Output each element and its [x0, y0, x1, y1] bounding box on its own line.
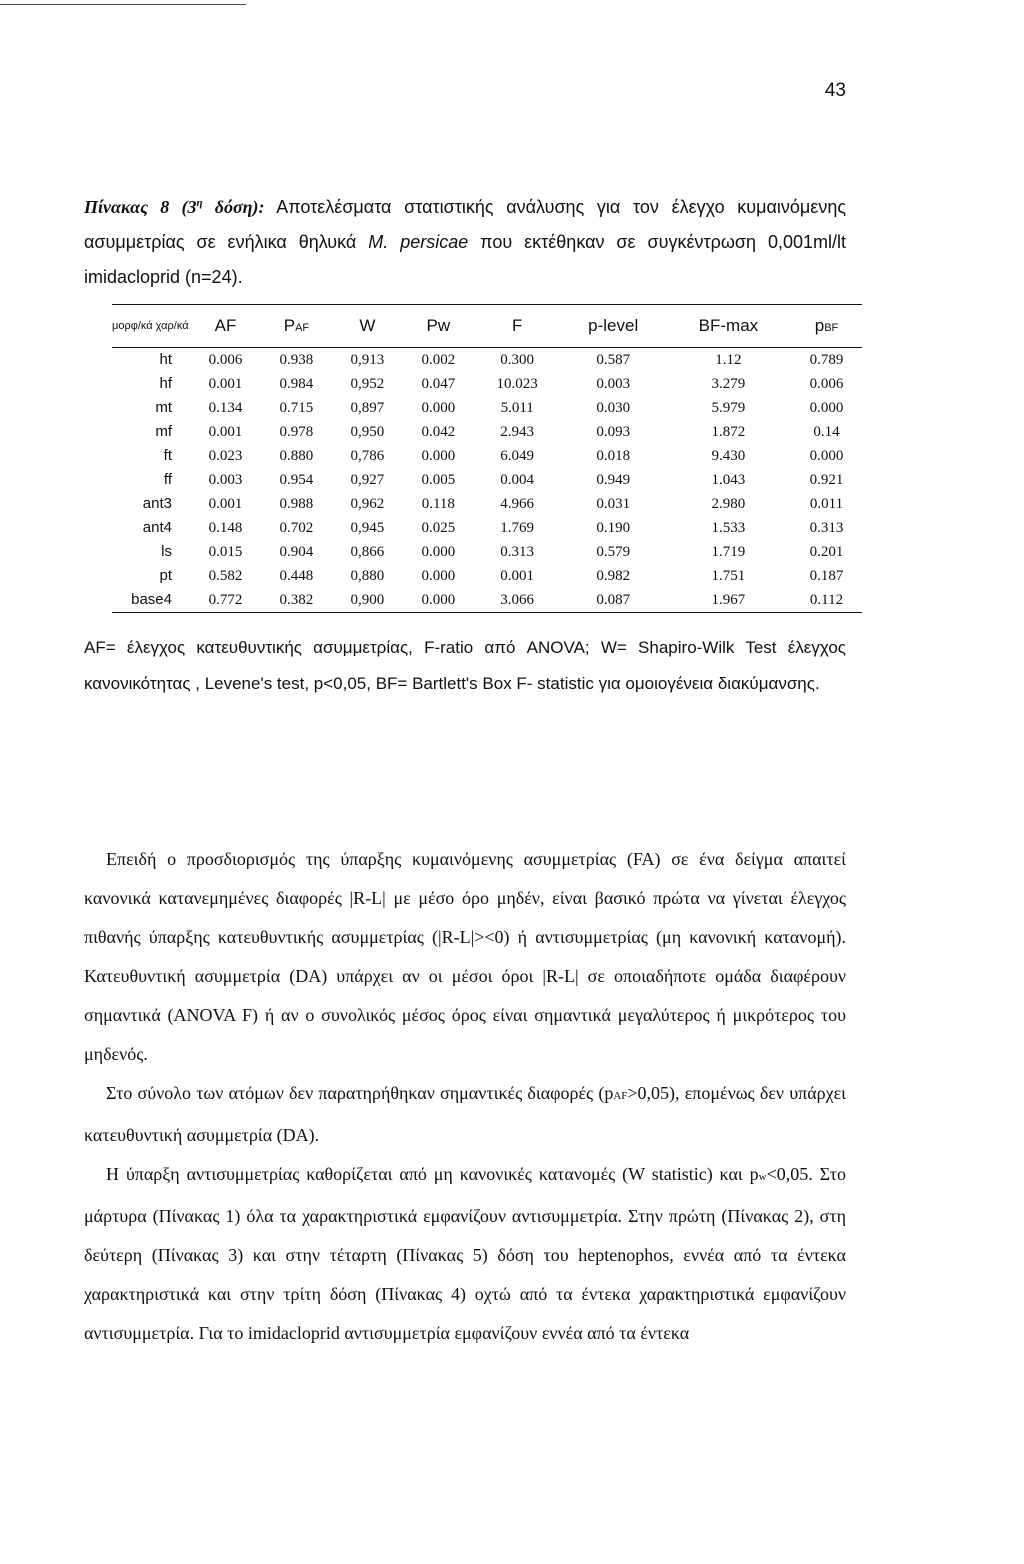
trait-cell: ht — [159, 351, 172, 368]
header-pbf: pBF — [814, 316, 839, 335]
value-cell: 1.751 — [711, 568, 746, 584]
value-cell: 0.582 — [208, 568, 243, 584]
value-cell: 0.000 — [421, 544, 456, 560]
trait-cell: mf — [155, 423, 172, 440]
table-footnote: AF= έλεγχος κατευθυντικής ασυμμετρίας, F-ratio από ANOVA; W= Shapiro-Wilk Test έλεγχος κανονικότητας , Levene's test, p<0,05, BF= Bartlett's Box F- statistic για ομοιογένεια διακύμανσης. — [84, 638, 846, 693]
value-cell: 0,950 — [350, 424, 385, 440]
trait-cell: ft — [163, 447, 172, 464]
value-cell: 0.118 — [421, 496, 455, 512]
value-cell: 0.300 — [500, 352, 535, 368]
value-cell: 0.011 — [809, 496, 844, 512]
value-cell: 1.872 — [711, 424, 746, 440]
value-cell: 0.14 — [813, 424, 840, 440]
value-cell: 0.382 — [279, 592, 314, 608]
value-cell: 0,897 — [350, 400, 385, 416]
value-cell: 0.190 — [596, 520, 631, 536]
value-cell: 0,962 — [350, 496, 385, 512]
caption-label: Πίνακας 8 ($3^\eta$ δόση): — [84, 197, 265, 217]
value-cell: 1.533 — [711, 520, 746, 536]
value-cell: 0.003 — [596, 376, 631, 392]
trait-cell: ls — [161, 543, 172, 560]
value-cell: 0.187 — [809, 568, 844, 584]
value-cell: 0.005 — [421, 472, 456, 488]
value-cell: 1.967 — [711, 592, 746, 608]
value-cell: 1.043 — [711, 472, 746, 488]
value-cell: 0.880 — [279, 448, 314, 464]
value-cell: 0.004 — [500, 472, 535, 488]
value-cell: 0,913 — [350, 352, 385, 368]
table-row — [112, 468, 862, 492]
trait-cell: mt — [155, 399, 172, 416]
value-cell: 0.030 — [596, 400, 631, 416]
trait-cell: ff — [163, 471, 172, 488]
trait-cell: ant4 — [142, 519, 172, 536]
value-cell: 10.023 — [496, 376, 538, 392]
value-cell: 0.579 — [596, 544, 631, 560]
value-cell: 0.093 — [596, 424, 631, 440]
value-cell: 0.006 — [809, 376, 844, 392]
value-cell: 0.938 — [279, 352, 314, 368]
value-cell: 0.313 — [500, 544, 535, 560]
value-cell: 0.025 — [421, 520, 456, 536]
value-cell: 0.000 — [809, 400, 844, 416]
top-rule — [0, 4, 246, 5]
table-row — [112, 540, 862, 564]
value-cell: 0.988 — [279, 496, 314, 512]
value-cell: 0.001 — [500, 568, 535, 584]
value-cell: 0.000 — [809, 448, 844, 464]
value-cell: 0.018 — [596, 448, 631, 464]
value-cell: 0.715 — [279, 400, 314, 416]
value-cell: 0.003 — [208, 472, 243, 488]
value-cell: 0.982 — [596, 568, 631, 584]
value-cell: 0.448 — [279, 568, 314, 584]
value-cell: 0.087 — [596, 592, 631, 608]
value-cell: 0,952 — [350, 376, 385, 392]
paragraph-2: Στο σύνολο των ατόμων δεν παρατηρήθηκαν σημαντικές διαφορές (pAF>0,05), επομένως δεν υπάρχει κατευθυντική ασυμμετρία (DA). — [84, 1083, 846, 1145]
header-pw: Pw — [426, 316, 451, 335]
value-cell: 0,900 — [350, 592, 385, 608]
value-cell: 0.949 — [596, 472, 631, 488]
table-caption: Πίνακας 8 ($3^\eta$ δόση): Αποτελέσματα στατιστικής ανάλυσης για τον έλεγχο κυμαινόμενης ασυμμετρίας σε ενήλικα θηλυκά M. persicae που εκτέθηκαν σε συγκέντρωση 0,001ml/lt imidacloprid (n=24). — [84, 197, 847, 287]
value-cell: 0.112 — [809, 592, 844, 608]
value-cell: 0.148 — [208, 520, 243, 536]
value-cell: 0.984 — [279, 376, 314, 392]
value-cell: 0.023 — [208, 448, 243, 464]
value-cell: 0.904 — [279, 544, 314, 560]
table-row — [112, 564, 862, 588]
value-cell: 4.966 — [500, 496, 535, 512]
value-cell: 0,880 — [350, 568, 385, 584]
trait-cell: ant3 — [142, 495, 172, 512]
value-cell: 1.769 — [500, 520, 535, 536]
value-cell: 2.943 — [500, 424, 535, 440]
body-text — [84, 840, 846, 1353]
value-cell: 0,786 — [350, 448, 385, 464]
value-cell: 2.980 — [711, 496, 746, 512]
value-cell: 0,927 — [350, 472, 385, 488]
value-cell: 0.921 — [809, 472, 844, 488]
value-cell: 0.001 — [208, 424, 243, 440]
value-cell: 0,866 — [350, 544, 385, 560]
value-cell: 0.015 — [208, 544, 243, 560]
value-cell: 3.279 — [711, 376, 746, 392]
value-cell: 0.201 — [809, 544, 844, 560]
header-plevel: p-level — [588, 316, 639, 335]
table-row — [112, 444, 862, 468]
page-number: 43 — [824, 80, 846, 101]
value-cell: 0.954 — [279, 472, 314, 488]
value-cell: 0.772 — [208, 592, 243, 608]
value-cell: 0.000 — [421, 400, 456, 416]
trait-cell: pt — [159, 567, 172, 584]
value-cell: 6.049 — [500, 448, 535, 464]
value-cell: 1.719 — [711, 544, 746, 560]
value-cell: 0.047 — [421, 376, 456, 392]
table-row — [112, 420, 862, 444]
header-bfmax: BF-max — [698, 316, 759, 335]
value-cell: 0.000 — [421, 568, 456, 584]
value-cell: 0.001 — [208, 376, 243, 392]
table-header-row — [112, 305, 862, 348]
trait-cell: hf — [159, 375, 172, 392]
header-paf: PAF — [283, 316, 310, 335]
value-cell: 1.12 — [715, 352, 742, 368]
value-cell: 0.978 — [279, 424, 314, 440]
value-cell: 0.001 — [208, 496, 243, 512]
table-row — [112, 348, 862, 373]
paragraph-3: Η ύπαρξη αντισυμμετρίας καθορίζεται από μη κανονικές κατανομές (W statistic) και pw<0,05. Στο μάρτυρα (Πίνακας 1) όλα τα χαρακτηριστικά εμφανίζουν αντισυμμετρία. Στην πρώτη (Πίνακας 2), στη δεύτερη (Πίνακας 3) και στην τέταρτη (Πίνακας 5) δόση του heptenophos, εννέα από τα έντεκα χαρακτηριστικά και στην τρίτη δόση (Πίνακας 4) οχτώ από τα έντεκα χαρακτηριστικά εμφανίζουν αντισυμμετρία. Για το imidacloprid αντισυμμετρία εμφανίζουν εννέα από τα έντεκα — [84, 1164, 846, 1343]
value-cell: 0.789 — [809, 352, 844, 368]
value-cell: 0.000 — [421, 448, 456, 464]
trait-cell: base4 — [131, 591, 172, 608]
value-cell: 0.587 — [596, 352, 631, 368]
table-row — [112, 588, 862, 613]
value-cell: 5.011 — [500, 400, 534, 416]
value-cell: 0.313 — [809, 520, 844, 536]
header-trait: μορφ/κά χαρ/κά — [112, 320, 189, 332]
value-cell: 3.066 — [500, 592, 535, 608]
value-cell: 0.702 — [279, 520, 314, 536]
value-cell: 0.006 — [208, 352, 243, 368]
statistics-table — [112, 304, 862, 613]
value-cell: 0.134 — [208, 400, 243, 416]
header-w: W — [359, 316, 376, 335]
table-row — [112, 516, 862, 540]
table-row — [112, 396, 862, 420]
value-cell: 0.000 — [421, 592, 456, 608]
header-f: F — [511, 316, 523, 335]
paragraph-1: Επειδή ο προσδιορισμός της ύπαρξης κυμαινόμενης ασυμμετρίας (FA) σε ένα δείγμα απαιτεί κανονικά κατανεμημένες διαφορές |R-L| με μέσο όρο μηδέν, είναι βασικό πρώτα να γίνεται έλεγχος πιθανής ύπαρξης κατευθυντικής ασυμμετρίας (|R-L|><0) ή αντισυμμετρίας (μη κανονική κατανομή). Κατευθυντική ασυμμετρία (DA) υπάρχει αν οι μέσοι όροι |R-L| σε οποιαδήποτε ομάδα διαφέρουν σημαντικά (ANOVA F) ή αν ο συνολικός μέσος όρος είναι σημαντικά μεγαλύτερος ή μικρότερος του μηδενός. — [84, 849, 846, 1064]
value-cell: 5.979 — [711, 400, 746, 416]
table-row — [112, 372, 862, 396]
header-af: AF — [214, 316, 237, 335]
table-row — [112, 492, 862, 516]
value-cell: 0.031 — [596, 496, 631, 512]
value-cell: 9.430 — [711, 448, 746, 464]
value-cell: 0.002 — [421, 352, 456, 368]
value-cell: 0.042 — [421, 424, 456, 440]
value-cell: 0,945 — [350, 520, 385, 536]
species-name: M. persicae — [368, 232, 469, 252]
